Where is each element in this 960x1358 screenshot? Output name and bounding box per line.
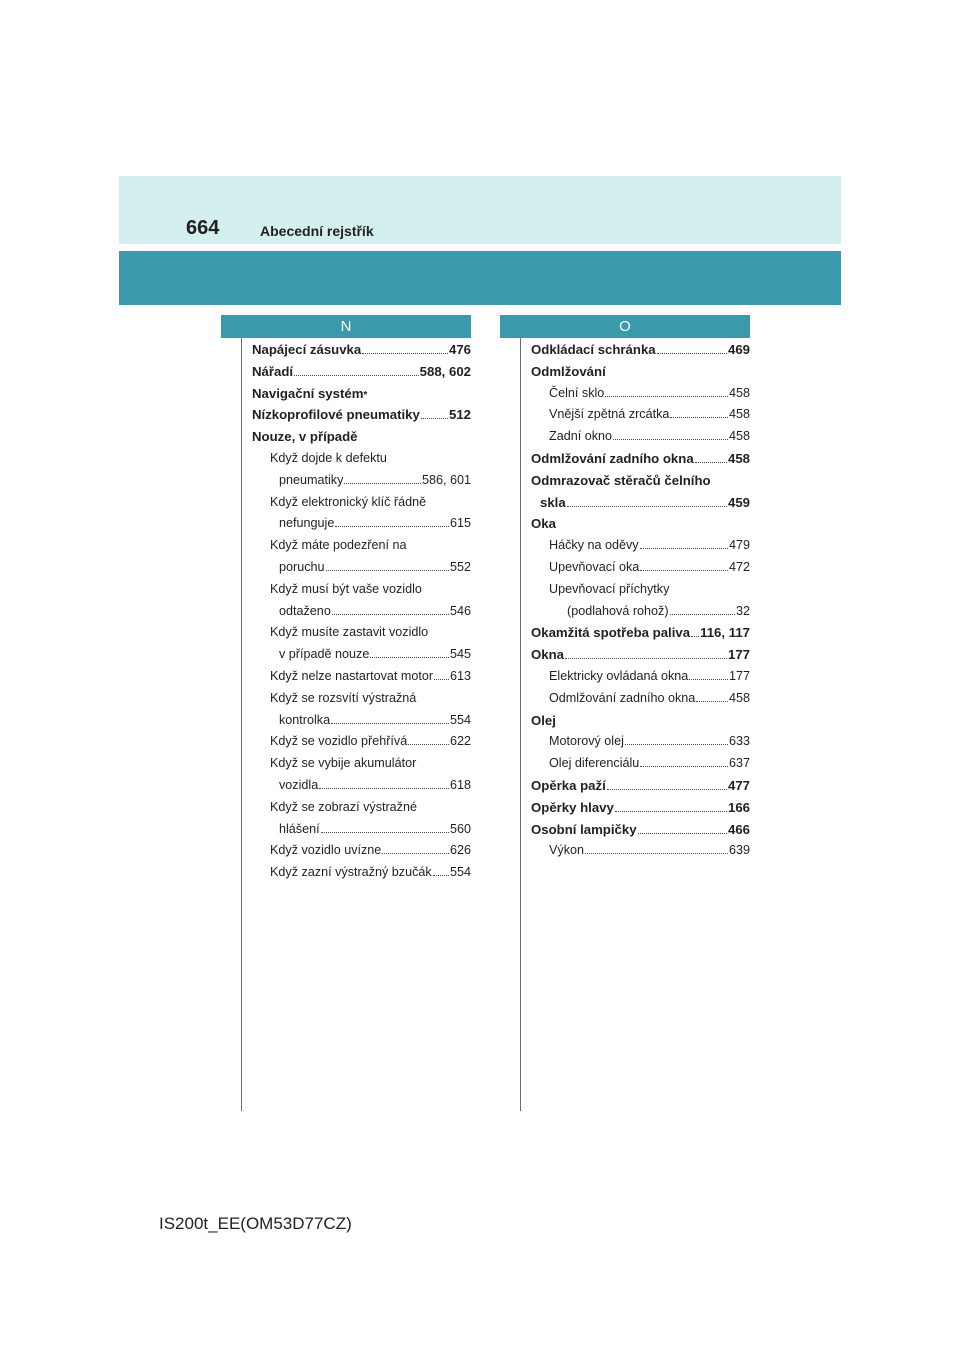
index-entry [252,862,471,884]
index-entry [252,339,471,361]
index-entry-label: Čelní sklo [549,385,605,400]
leader-dots [567,506,727,507]
leader-dots [331,723,449,724]
index-entry [531,361,750,383]
index-entry [252,470,471,492]
leader-dots [691,636,699,637]
index-entry [531,644,750,666]
index-entry [252,513,471,535]
index-entry-label: Odmlžování [531,363,606,379]
index-entry-label: Když se vybije akumulátor [270,756,417,771]
index-entry-label: Napájecí zásuvka [252,342,362,357]
index-entry-label: Když elektronický klíč řádně [270,494,427,509]
index-entry-label: Když se vozidlo přehřívá [270,734,408,749]
leader-dots [640,766,728,767]
index-entry-page: 32 [735,603,750,618]
index-entry-label: Nízkoprofilové pneumatiky [252,407,420,423]
column-divider-left [241,338,242,1111]
leader-dots [421,418,448,419]
index-entry-page: 476 [448,342,471,357]
leader-dots [657,353,727,354]
index-entry-page: 166 [727,799,750,815]
index-entry-label: Když musíte zastavit vozidlo [270,625,429,640]
index-entry [531,492,750,514]
index-entry-label: Motorový olej [549,734,624,749]
index-entry [252,710,471,732]
index-entry-label: Navigační systém [252,385,364,401]
leader-dots [613,439,728,440]
index-entry-label: Okamžitá spotřeba paliva [531,625,691,641]
index-entry-label: Opěrky hlavy [531,799,614,815]
index-entry-page: 459 [727,494,750,510]
index-column-o [531,339,750,862]
index-entry-label: Zadní okno [549,429,613,444]
index-entry-label: v případě nouze [279,647,370,662]
accent-band [119,251,841,305]
index-entry-label: Vnější zpětná zrcátka [549,407,670,422]
index-entry [531,404,750,426]
index-entry [531,622,750,644]
index-entry [531,775,750,797]
index-entry-page: 615 [449,516,471,531]
leader-dots [565,658,727,659]
index-entry [252,601,471,623]
leader-dots [625,744,728,745]
index-entry [531,448,750,470]
leader-dots [585,853,728,854]
index-entry [252,557,471,579]
leader-dots [695,462,727,463]
index-entry-page: 560 [449,821,471,836]
index-entry-page: 458 [728,407,750,422]
index-entry [252,731,471,753]
index-entry-page: 588, 602 [419,363,471,379]
leader-dots [434,679,449,680]
index-entry-label: Háčky na oděvy [549,538,639,553]
leader-dots [335,526,449,527]
index-entry [531,339,750,361]
leader-dots [362,353,448,354]
index-entry-label: Opěrka paží [531,777,606,793]
index-entry [252,361,471,383]
index-entry [531,710,750,732]
index-entry-label: Když máte podezření na [270,538,407,553]
leader-dots [670,614,735,615]
index-entry-label: kontrolka [279,712,331,727]
index-entry [252,644,471,666]
index-entry [531,688,750,710]
index-entry-page: 512 [448,407,471,423]
index-entry [531,383,750,405]
index-entry-label: nefunguje [279,516,335,531]
index-entry-label: Elektricky ovládaná okna [549,668,689,683]
index-entry-label: Odmrazovač stěračů čelního [531,472,711,488]
index-entry-label: Olej diferenciálu [549,756,640,771]
index-entry-label: Když zazní výstražný bzučák [270,865,432,880]
index-entry-page: 554 [449,712,471,727]
index-entry-label: pneumatiky [279,472,344,487]
leader-dots [382,853,449,854]
page-number: 664 [186,217,220,239]
leader-dots [696,701,728,702]
index-entry-page: 458 [728,429,750,444]
leader-dots [294,375,419,376]
leader-dots [670,417,728,418]
index-entry-label: Když se zobrazí výstražné [270,799,417,814]
index-entry-page: 177 [728,668,750,683]
leader-dots [319,788,449,789]
index-entry-label: Olej [531,712,556,728]
leader-dots [640,548,728,549]
header-band [119,176,841,244]
index-entry-page: 586, 601 [421,472,471,487]
index-entry [252,448,471,470]
index-entry [252,819,471,841]
index-entry-label: Osobní lampičky [531,821,637,837]
index-entry-page: 458 [727,450,750,466]
index-entry-label: Upevňovací příchytky [549,581,670,596]
index-entry [252,775,471,797]
index-entry-label: Když se rozsvítí výstražná [270,690,417,705]
index-entry [252,753,471,775]
index-entry-label: Okna [531,647,564,663]
leader-dots [370,657,449,658]
index-entry [252,622,471,644]
index-entry-page: 618 [449,777,471,792]
index-entry-page: 613 [449,668,471,683]
index-entry [252,797,471,819]
index-entry-page: 458 [728,690,750,705]
column-divider-right [520,338,521,1111]
index-entry-label: poruchu [279,559,325,574]
index-entry [252,666,471,688]
index-entry-label: Upevňovací oka [549,559,640,574]
index-entry [252,404,471,426]
index-entry-label: Když nelze nastartovat motor [270,668,434,683]
leader-dots [638,833,727,834]
leader-dots [607,789,727,790]
index-entry [531,470,750,492]
index-entry-page: 637 [728,756,750,771]
index-entry-page: 626 [449,843,471,858]
leader-dots [326,570,449,571]
index-entry [252,579,471,601]
index-entry [531,579,750,601]
index-entry-label: Odkládací schránka [531,342,656,357]
index-entry-page: 545 [449,647,471,662]
manual-code: IS200t_EE(OM53D77CZ) [159,1214,352,1233]
leader-dots [689,679,728,680]
index-entry-label: hlášení [279,821,320,836]
index-entry [531,666,750,688]
index-entry-label: Nouze, v případě [252,429,358,445]
index-entry [531,797,750,819]
index-entry-page: 622 [449,734,471,749]
index-entry-label: vozidla [279,777,319,792]
leader-dots [433,875,449,876]
index-entry-page: 472 [728,559,750,574]
index-entry-page: 469 [727,342,750,357]
index-entry-page: 552 [449,559,471,574]
index-entry [252,426,471,448]
leader-dots [615,811,727,812]
index-entry [252,688,471,710]
index-entry-label: Odmlžování zadního okna [549,690,696,705]
leader-dots [332,614,449,615]
page-title: Abecední rejstřík [260,223,374,239]
index-entry: Navigační systém * [252,383,471,405]
index-entry [531,557,750,579]
index-entry-label: Oka [531,516,556,532]
index-entry-page: 477 [727,777,750,793]
leader-dots [344,483,421,484]
index-entry-page: 554 [449,865,471,880]
index-entry [531,426,750,448]
leader-dots [640,570,728,571]
leader-dots [605,396,728,397]
index-entry-page: 466 [727,821,750,837]
index-entry-page: 116, 117 [700,625,750,641]
section-heading-n: N [221,315,471,338]
index-entry-label: Když dojde k defektu [270,450,387,465]
index-entry [531,731,750,753]
index-entry-label: Odmlžování zadního okna [531,450,694,466]
index-entry [531,840,750,862]
index-entry-page: 633 [728,734,750,749]
index-column-n [252,339,471,884]
index-entry-page: 458 [728,385,750,400]
index-entry-label: Když musí být vaše vozidlo [270,581,422,596]
leader-dots [408,744,449,745]
index-entry-label: Když vozidlo uvízne [270,843,382,858]
index-entry-page: 177 [727,647,750,663]
index-entry [531,535,750,557]
index-entry [531,513,750,535]
index-entry-label: skla [540,494,566,510]
index-entry [531,753,750,775]
index-entry [252,492,471,514]
index-entry-page: 639 [728,843,750,858]
index-entry [252,535,471,557]
index-entry [531,819,750,841]
index-entry-label: odtaženo [279,603,331,618]
index-entry [531,601,750,623]
index-entry-page: 546 [449,603,471,618]
index-entry-label: Nářadí [252,363,294,379]
leader-dots [321,832,449,833]
section-heading-o: O [500,315,750,338]
index-entry-label: (podlahová rohož) [567,603,669,618]
index-entry [252,840,471,862]
index-entry-page: 479 [728,538,750,553]
index-entry-label: Výkon [549,843,585,858]
